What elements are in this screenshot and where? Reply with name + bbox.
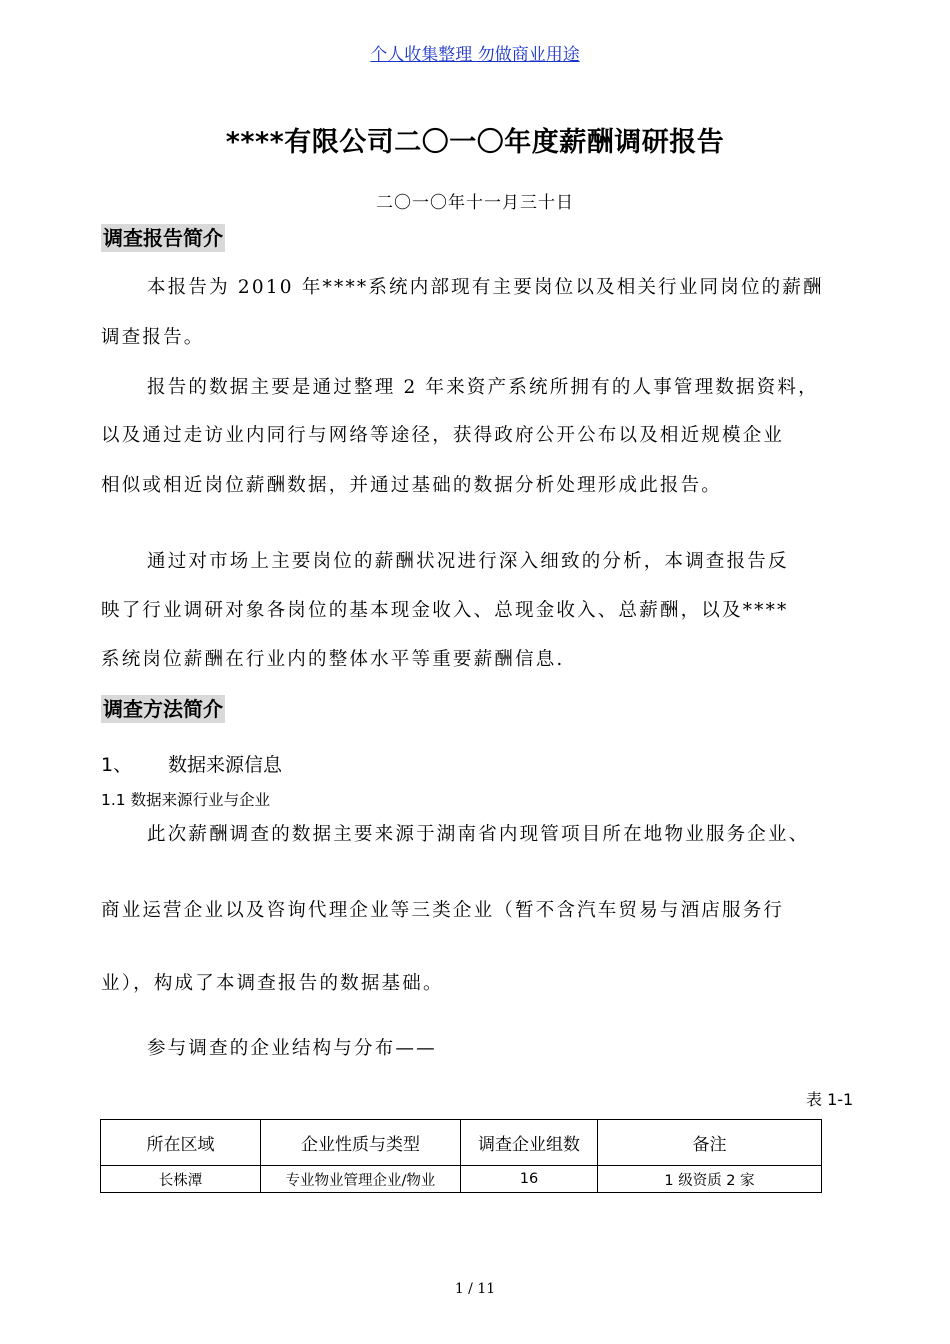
table-cell: 专业物业管理企业/物业 — [261, 1166, 461, 1193]
page-number: 1 / 11 — [454, 1281, 496, 1297]
table-header-cell: 企业性质与类型 — [261, 1120, 461, 1166]
document-date: 二〇一〇年十一月三十日 — [376, 193, 574, 213]
paragraph-line: 通过对市场上主要岗位的薪酬状况进行深入细致的分析，本调查报告反 — [147, 551, 789, 572]
paragraph-line: 此次薪酬调查的数据主要来源于湖南省内现管项目所在地物业服务企业、 — [147, 824, 810, 845]
paragraph-line: 本报告为 2010 年****系统内部现有主要岗位以及相关行业同岗位的薪酬 — [147, 277, 824, 298]
table-cell: 16 — [461, 1166, 598, 1193]
table-header-row — [101, 1120, 822, 1166]
paragraph-line: 商业运营企业以及咨询代理企业等三类企业（暂不含汽车贸易与酒店服务行 — [101, 900, 785, 921]
subheading-number: 1、 — [101, 754, 133, 776]
watermark-header: 个人收集整理 勿做商业用途 — [370, 45, 580, 65]
paragraph-line: 相似或相近岗位薪酬数据，并通过基础的数据分析处理形成此报告。 — [101, 475, 723, 496]
paragraph-line: 系统岗位薪酬在行业内的整体水平等重要薪酬信息. — [101, 649, 565, 670]
subheading-industry-enterprise: 1.1 数据来源行业与企业 — [101, 791, 271, 809]
paragraph-line: 映了行业调研对象各岗位的基本现金收入、总现金收入、总薪酬，以及**** — [101, 600, 789, 621]
table-header-cell: 所在区域 — [101, 1120, 261, 1166]
paragraph-line: 参与调查的企业结构与分布—— — [147, 1038, 437, 1059]
table-cell: 1 级资质 2 家 — [598, 1166, 822, 1193]
table-cell: 长株潭 — [101, 1166, 261, 1193]
table-row — [101, 1166, 822, 1193]
paragraph-line: 调查报告。 — [101, 327, 205, 348]
subheading-data-source: 数据来源信息 — [168, 754, 283, 776]
table-caption: 表 1-1 — [806, 1090, 854, 1109]
section-heading-report-intro: 调查报告简介 — [103, 226, 223, 250]
table-header-cell: 调查企业组数 — [461, 1120, 598, 1166]
document-title: ****有限公司二〇一〇年度薪酬调研报告 — [225, 127, 725, 158]
enterprise-distribution-table — [100, 1119, 822, 1193]
section-heading-method-intro: 调查方法简介 — [103, 697, 223, 721]
paragraph-line: 以及通过走访业内同行与网络等途径，获得政府公开公布以及相近规模企业 — [101, 425, 785, 446]
table-header-cell: 备注 — [598, 1120, 822, 1166]
paragraph-line: 报告的数据主要是通过整理 2 年来资产系统所拥有的人事管理数据资料， — [147, 377, 819, 398]
paragraph-line: 业），构成了本调查报告的数据基础。 — [101, 973, 444, 994]
